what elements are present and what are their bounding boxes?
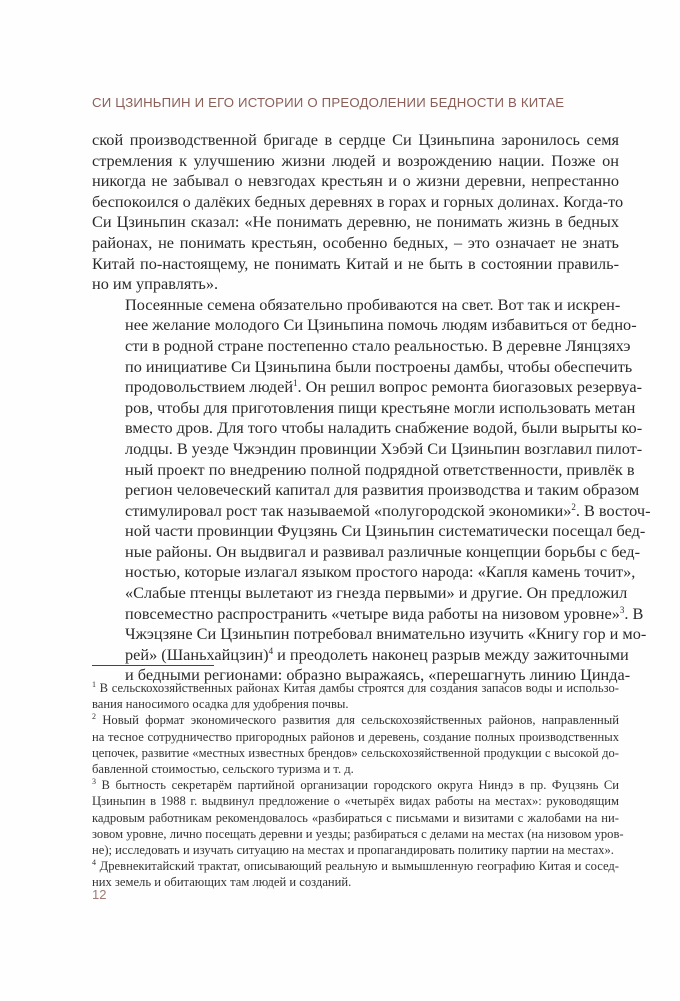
footnote-line: зовом уровне, лично посещать деревни и уезды; разбираться с делами на местах (на низовом уров- (92, 826, 624, 841)
footnote-3 (92, 777, 624, 858)
footnote-line: бавленной стоимостью, сельского туризма и т. д. (92, 761, 354, 776)
footnote-line: не); исследовать и изучать ситуацию на местах и пропагандировать политику партии на местах». (92, 842, 614, 857)
footnote-line: на тесное сотрудничество пригородных районов и деревень, создание полных производственных (92, 729, 619, 744)
footnotes (92, 680, 624, 890)
footnote-line: цепочек, развитие «местных известных брендов» сельскохозяйственной продукции с высокой до- (92, 745, 619, 760)
text-line: районах, не понимать крестьян, особенно бедных, – это означает не знать (92, 232, 619, 252)
text-line: ной части провинции Фуцзянь Си Цзиньпин систематически посещал бед- (125, 521, 646, 541)
footnote-number: 1 (92, 680, 96, 689)
footnote-line: кадровым работникам рекомендовалось «разбираться с письмами и визитами с жалобами на ни- (92, 810, 619, 825)
text-line: «Слабые птенцы вылетают из гнезда первыми» и другие. Он предложил (125, 583, 628, 603)
paragraph-2 (92, 294, 651, 686)
footnote-marker[interactable]: 2 (571, 501, 576, 512)
text-line: стимулировал рост так называемой «полугородской экономики»$^2$. В восточ- (125, 500, 651, 520)
footnote-line: вания наносимого осадка для удобрения почвы. (92, 697, 349, 712)
text-line: но им управлять». (92, 274, 219, 294)
text-line: стремления к улучшению жизни людей и возрождению нации. Позже он (92, 150, 619, 170)
text-line: сти в родной стране постепенно стало реальностью. В деревне Лянцзяхэ (125, 335, 631, 355)
footnote-line: $^1$ В сельскохозяйственных районах Китая дамбы строятся для создания запасов воды и использо- (92, 680, 619, 695)
footnote-4 (92, 858, 619, 890)
text-line: Си Цзиньпин сказал: «Не понимать деревню, не понимать жизнь в бедных (92, 212, 619, 232)
text-line: ный проект по внедрению полной подрядной ответственности, привлёк в (125, 459, 635, 479)
text-line: вместо дров. Для того чтобы наладить снабжение водой, были вырыты ко- (125, 418, 643, 438)
footnote-line: $^2$ Новый формат экономического развития для сельскохозяйственных районов, направленный (92, 712, 619, 728)
text-line: ров, чтобы для приготовления пищи крестьяне могли использовать метан (125, 397, 636, 417)
footnote-number: 4 (92, 858, 96, 868)
text-line: и бедными регионами: образно выражаясь, «перешагнуть линию Цинда- (125, 665, 631, 685)
footnote-line: $^3$ В бытность секретарём партийной организации городского округа Ниндэ в пр. Фуцзянь Си (92, 777, 619, 793)
footnote-marker[interactable]: 3 (619, 604, 625, 615)
footnote-line: Цзиньпин в 1988 г. выдвинул предложение о «четырёх видах работы на местах»: руководящим (92, 794, 619, 809)
footnote-number: 2 (92, 712, 96, 722)
text-line: никогда не забывал о невзгодах крестьян и о жизни деревни, непрестанно (92, 171, 619, 191)
text-line: ской производственной бригаде в сердце Си Цзиньпина заронилось семя (92, 130, 619, 149)
text-line: Посеянные семена обязательно пробиваются на свет. Вот так и искрен- (125, 294, 621, 314)
text-line: Китай по-настоящему, не понимать Китай и не быть в состоянии правиль- (92, 253, 619, 273)
page-number: 12 (92, 887, 107, 902)
footnote-number: 3 (92, 777, 96, 787)
footnote-marker[interactable]: 1 (293, 378, 298, 389)
paragraph-1 (92, 130, 624, 295)
text-line: нее желание молодого Си Цзиньпина помочь людям избавиться от бедно- (125, 315, 637, 335)
footnote-line: них земель и обитающих там людей и созданий. (92, 875, 352, 890)
running-head: СИ ЦЗИНЬПИН И ЕГО ИСТОРИИ О ПРЕОДОЛЕНИИ БЕДНОСТИ В КИТАЕ (92, 95, 565, 110)
text-line: регион человеческий капитал для развития производства и таким образом (125, 480, 640, 500)
text-line: ные районы. Он выдвигал и развивал различные концепции борьбы с бед- (125, 541, 641, 561)
text-line: ностью, которые излагал языком простого народа: «Капля камень точит», (125, 562, 636, 582)
text-line: рей» (Шаньхайцзин)$^4$ и преодолеть наконец разрыв между зажиточными (125, 644, 629, 664)
text-line: продовольствием людей$^1$. Он решил вопрос ремонта биогазовых резервуа- (125, 377, 642, 397)
footnote-2 (92, 712, 619, 777)
text-line: лодцы. В уезде Чжэндин провинции Хэбэй Си Цзиньпин возглавил пилот- (125, 438, 643, 458)
footnote-separator (92, 665, 214, 666)
footnote-line: $^4$ Древнекитайский трактат, описывающий реальную и вымышленную географию Китая и сосед- (92, 858, 619, 874)
text-line: по инициативе Си Цзиньпина были построены дамбы, чтобы обеспечить (125, 356, 633, 376)
footnote-1 (92, 680, 619, 712)
text-line: повсеместно распространить «четыре вида работы на низовом уровне»$^3$. В (125, 603, 644, 623)
text-line: Чжэцзяне Си Цзиньпин потребовал внимательно изучить «Книгу гор и мо- (125, 624, 647, 644)
footnote-marker[interactable]: 4 (268, 645, 274, 656)
text-line: беспокоился о далёких бедных деревнях в горах и горных долинах. Когда-то (92, 191, 624, 211)
body-text (92, 130, 651, 686)
